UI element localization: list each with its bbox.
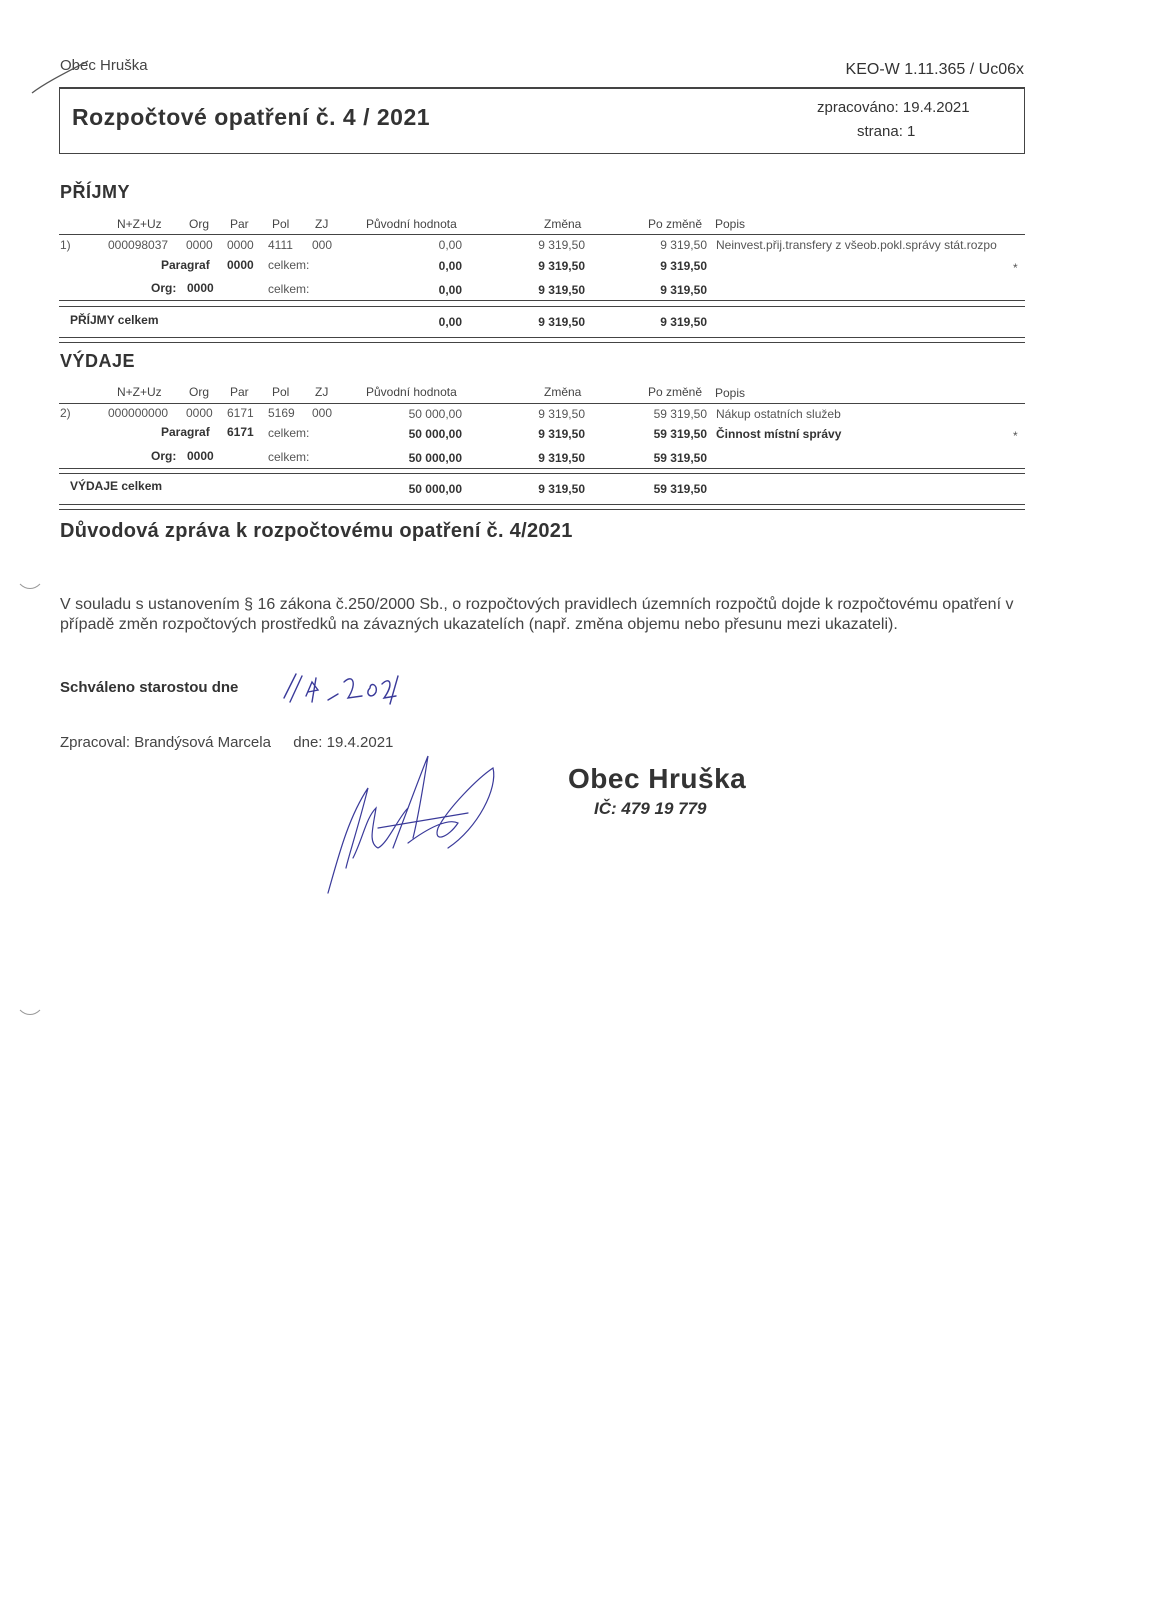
asterisk: * [1013,429,1018,443]
subtotal-after: 59 319,50 [653,427,707,441]
cell-nzuz: 000000000 [108,406,169,420]
paragraph-code: 6171 [227,425,254,439]
org-after: 59 319,50 [653,451,707,465]
stamp-ico-label: IČ: [594,799,617,818]
cell-after: 59 319,50 [653,407,707,421]
divider [59,342,1025,343]
scan-mark [18,580,42,592]
org-after: 9 319,50 [660,283,707,297]
celkem-label: celkem: [268,450,310,464]
divider [59,234,1025,235]
divider [59,300,1025,301]
col-org: Org [189,217,210,231]
divider [59,468,1025,469]
cell-org: 0000 [186,238,213,252]
date-value: 19.4.2021 [326,734,394,751]
cell-pol: 5169 [268,406,295,420]
divider [59,504,1025,505]
date-label: dne: [293,734,323,751]
stamp-municipality: Obec Hruška [568,763,747,794]
document-title: Rozpočtové opatření č. 4 / 2021 [72,104,431,130]
org-original: 50 000,00 [408,451,462,465]
scan-mark [18,1006,42,1018]
software-version: KEO-W 1.11.365 / Uc06x [845,61,1024,78]
approved-label: Schváleno starostou dne [60,679,239,696]
divider [59,509,1025,510]
cell-pol: 4111 [268,238,293,252]
org-label: Org: [151,281,177,295]
col-desc: Popis [715,217,746,231]
col-original: Původní hodnota [366,217,457,231]
page-indicator [857,123,915,140]
col-org: Org [189,385,210,399]
paragraph-label: Paragraf [161,258,210,272]
subtotal-change: 9 319,50 [538,259,585,273]
col-after: Po změně [648,217,703,231]
divider [59,337,1025,338]
subtotal-after: 9 319,50 [660,259,707,273]
org-change: 9 319,50 [538,451,585,465]
page-label: strana: [857,123,903,140]
col-change: Změna [544,217,582,231]
cell-after: 9 319,50 [660,238,707,252]
org-change: 9 319,50 [538,283,585,297]
processed-date [817,99,970,116]
row-number: 1) [60,238,71,252]
divider [59,403,1025,404]
asterisk: * [1013,261,1018,275]
col-change: Změna [544,385,582,399]
income-total-label: PŘÍJMY celkem [70,313,159,327]
cell-desc: Neinvest.přij.transfery z všeob.pokl.správy stát.rozpo [716,238,997,252]
stamp-ico [594,799,707,819]
subtotal-change: 9 319,50 [538,427,585,441]
paragraph-desc: Činnost místní správy [716,427,842,441]
cell-desc: Nákup ostatních služeb [716,407,841,421]
org-label: Org: [151,449,177,463]
prepared-by-name: Brandýsová Marcela [134,734,271,751]
cell-par: 6171 [227,406,254,420]
divider [59,306,1025,307]
col-desc: Popis [715,386,746,400]
col-zj: ZJ [315,217,329,231]
prepared-label: Zpracoval: [60,734,131,751]
cell-zj: 000 [312,406,333,420]
municipality-name: Obec Hruška [60,57,148,74]
page-number: 1 [907,123,916,140]
report-heading: Důvodová zpráva k rozpočtovému opatření č. 4/2021 [60,520,573,542]
cell-par: 0000 [227,238,254,252]
expenses-section-title: VÝDAJE [60,351,136,371]
paragraph-code: 0000 [227,258,254,272]
col-zj: ZJ [315,385,329,399]
org-original: 0,00 [438,283,462,297]
cell-org: 0000 [186,406,213,420]
total-after: 59 319,50 [653,482,707,496]
handwritten-approval-date [278,668,408,710]
total-change: 9 319,50 [538,315,585,329]
processed-value: 19.4.2021 [902,99,970,116]
celkem-label: celkem: [268,426,310,440]
total-after: 9 319,50 [660,315,707,329]
col-original: Původní hodnota [366,385,457,399]
handwritten-signature [318,748,508,898]
subtotal-original: 50 000,00 [408,427,462,441]
total-change: 9 319,50 [538,482,585,496]
divider [59,473,1025,474]
cell-original: 50 000,00 [408,407,462,421]
paragraph-label: Paragraf [161,425,210,439]
cell-change: 9 319,50 [538,238,585,252]
cell-nzuz: 000098037 [108,238,169,252]
stamp-ico-value: 479 19 779 [621,799,707,818]
col-after: Po změně [648,385,703,399]
row-number: 2) [60,406,71,420]
celkem-label: celkem: [268,258,310,272]
cell-change: 9 319,50 [538,407,585,421]
org-code: 0000 [187,281,214,295]
total-original: 50 000,00 [408,482,462,496]
col-pol: Pol [272,385,290,399]
total-original: 0,00 [438,315,462,329]
celkem-label: celkem: [268,282,310,296]
report-text: V souladu s ustanovením § 16 zákona č.250/2000 Sb., o rozpočtových pravidlech územních rozpočtů dojde k rozpočtovému opatření v případě změn rozpočtových prostředků na závazných ukazatelích (např. změna objemu nebo přesunu mezi ukazateli). [60,596,1014,633]
expenses-total-label: VÝDAJE celkem [70,479,163,493]
col-nzuz: N+Z+Uz [117,385,162,399]
income-section-title: PŘÍJMY [60,182,131,202]
cell-original: 0,00 [438,238,462,252]
col-pol: Pol [272,217,290,231]
col-nzuz: N+Z+Uz [117,217,162,231]
col-par: Par [230,385,249,399]
col-par: Par [230,217,249,231]
org-code: 0000 [187,449,214,463]
processed-label: zpracováno: [817,99,899,116]
cell-zj: 000 [312,238,333,252]
subtotal-original: 0,00 [438,259,462,273]
